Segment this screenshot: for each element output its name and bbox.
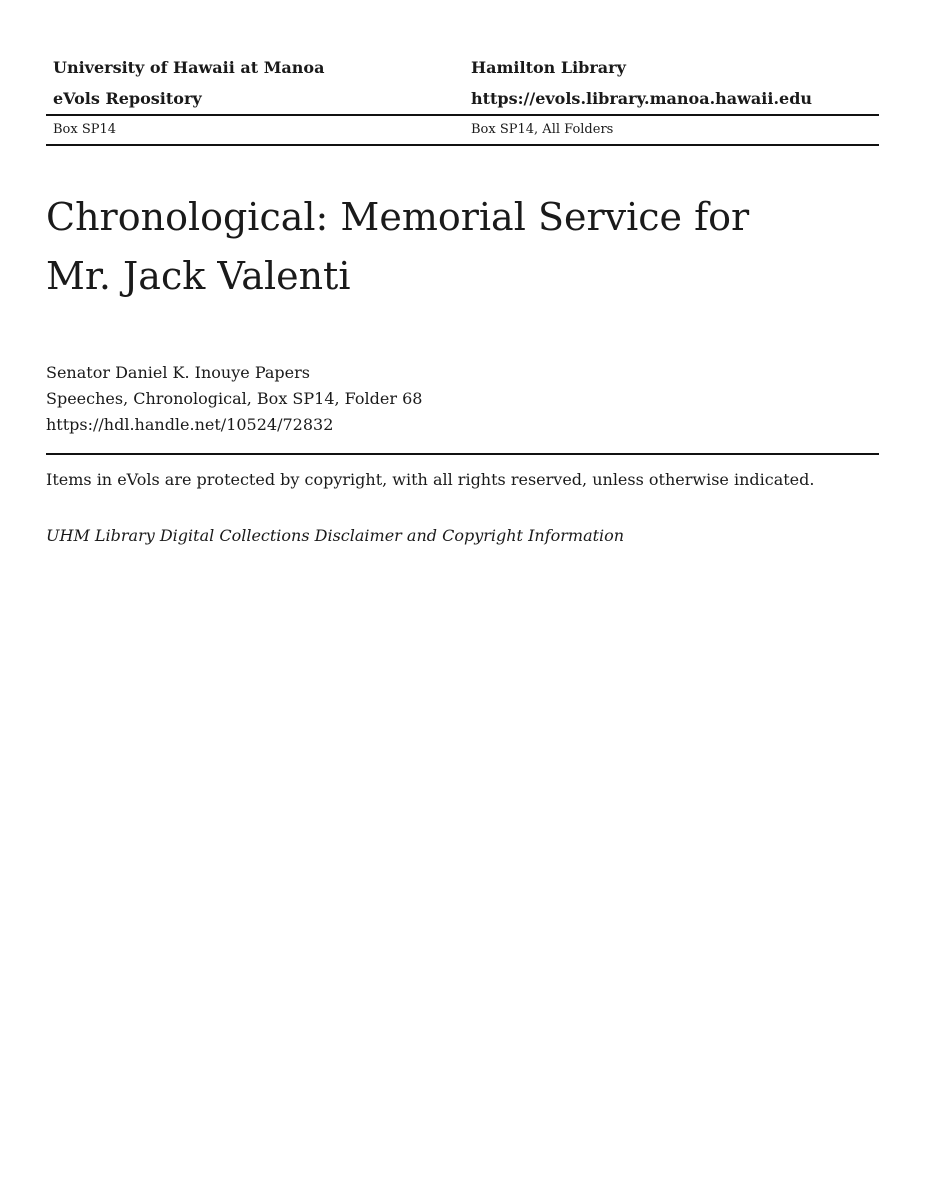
- content-divider: [46, 453, 879, 455]
- institution-name: University of Hawaii at Manoa: [53, 58, 325, 77]
- document-header: [46, 52, 879, 146]
- box-label: Box SP14: [53, 122, 117, 137]
- title-line-2: Mr. Jack Valenti: [46, 254, 351, 298]
- header-row-1: [46, 52, 879, 83]
- document-title: [46, 188, 879, 306]
- header-divider-bottom: [46, 144, 879, 146]
- header-row-2: [46, 83, 879, 114]
- repository-name: eVols Repository: [53, 89, 202, 108]
- repository-url[interactable]: https://evols.library.manoa.hawaii.edu: [471, 89, 813, 108]
- document-metadata: [46, 360, 422, 438]
- library-name: Hamilton Library: [471, 58, 626, 77]
- header-row-3: [46, 116, 879, 144]
- box-folders-label: Box SP14, All Folders: [471, 122, 614, 137]
- handle-link[interactable]: https://hdl.handle.net/10524/72832: [46, 415, 334, 434]
- disclaimer-link[interactable]: UHM Library Digital Collections Disclaimer and Copyright Information: [46, 526, 625, 545]
- collection-name: Senator Daniel K. Inouye Papers: [46, 363, 310, 382]
- folder-location: Speeches, Chronological, Box SP14, Folder 68: [46, 389, 423, 408]
- copyright-notice: Items in eVols are protected by copyright, with all rights reserved, unless otherwise indicated.: [46, 470, 815, 489]
- title-line-1: Chronological: Memorial Service for: [46, 195, 750, 239]
